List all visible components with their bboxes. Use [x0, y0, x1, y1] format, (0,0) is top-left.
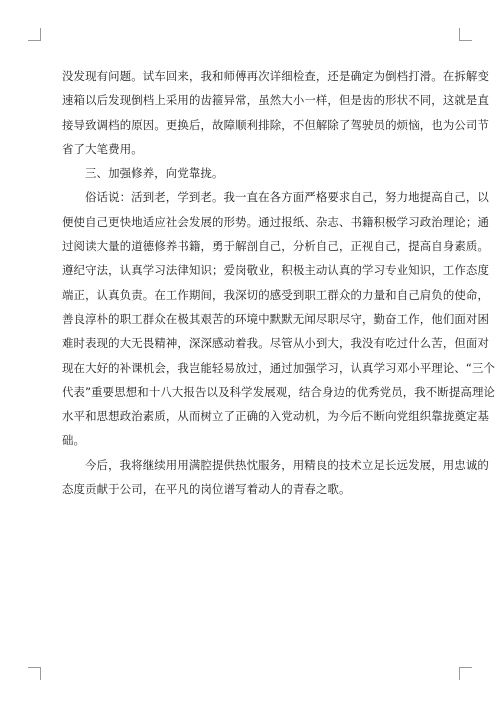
text-line: 便使自己更快地适应社会发展的形势。通过报纸、杂志、书籍积极学习政治理论；通 — [62, 214, 490, 229]
text-line: 三、加强修养，向党靠拢。 — [85, 166, 224, 181]
text-line: 遵纪守法，认真学习法律知识；爱岗敬业，积极主动认真的学习专业知识，工作态度 — [62, 263, 490, 278]
text-line: 速箱以后发现倒档上采用的齿箍异常，虽然大小一样，但是齿的形状不同，这就是直 — [62, 93, 490, 108]
crop-mark-bottom-right — [459, 667, 472, 680]
text-line: 没发现有问题。试车回来，我和师傅再次详细检查，还是确定为倒档打滑。在拆解变 — [62, 69, 490, 83]
paragraph-4 — [62, 453, 489, 502]
text-line: 础。 — [62, 433, 86, 448]
paragraph-1 — [62, 64, 490, 161]
text-line: 接导致调档的原因。更换后，故障顺利排除，不但解除了驾驶员的烦恼，也为公司节 — [62, 117, 490, 132]
section-heading — [62, 161, 438, 185]
text-line: 态度贡献于公司，在平凡的岗位谱写着动人的青春之歌。 — [62, 482, 351, 497]
crop-mark-top-left — [28, 28, 41, 41]
text-line: 代表”重要思想和十八大报告以及科学发展观，结合身边的优秀党员，我不断提高理论 — [62, 384, 496, 399]
text-line: 端正，认真负责。在工作期间，我深切的感受到职工群众的力量和自己肩负的使命， — [62, 287, 490, 302]
paragraph-3 — [62, 185, 496, 452]
crop-mark-bottom-left — [28, 667, 41, 680]
text-line: 今后，我将继续用用满腔提供热忱服务，用精良的技术立足长远发展，用忠诚的 — [85, 457, 489, 472]
document-body — [62, 64, 496, 501]
text-line: 现在大好的补课机会，我岂能轻易放过，通过加强学习，认真学习邓小平理论、“三个 — [62, 360, 496, 375]
text-line: 善良淳朴的职工群众在极其艰苦的环境中默默无闻尽职尽守，勤奋工作，他们面对困 — [62, 311, 490, 326]
text-line: 省了大笔费用。 — [62, 141, 143, 156]
text-line: 过阅读大量的道德修养书籍，勇于解剖自己，分析自己，正视自己，提高自身素质。 — [62, 239, 490, 254]
text-line: 俗话说：活到老，学到老。我一直在各方面严格要求自己，努力地提高自己，以 — [85, 190, 489, 205]
crop-mark-top-right — [459, 28, 472, 41]
text-line: 难时表现的大无畏精神，深深感动着我。尽管从小到大，我没有吃过什么苦，但面对 — [62, 336, 490, 351]
text-line: 水平和思想政治素质，从而树立了正确的入党动机，为今后不断向党组织靠拢奠定基 — [62, 409, 490, 424]
